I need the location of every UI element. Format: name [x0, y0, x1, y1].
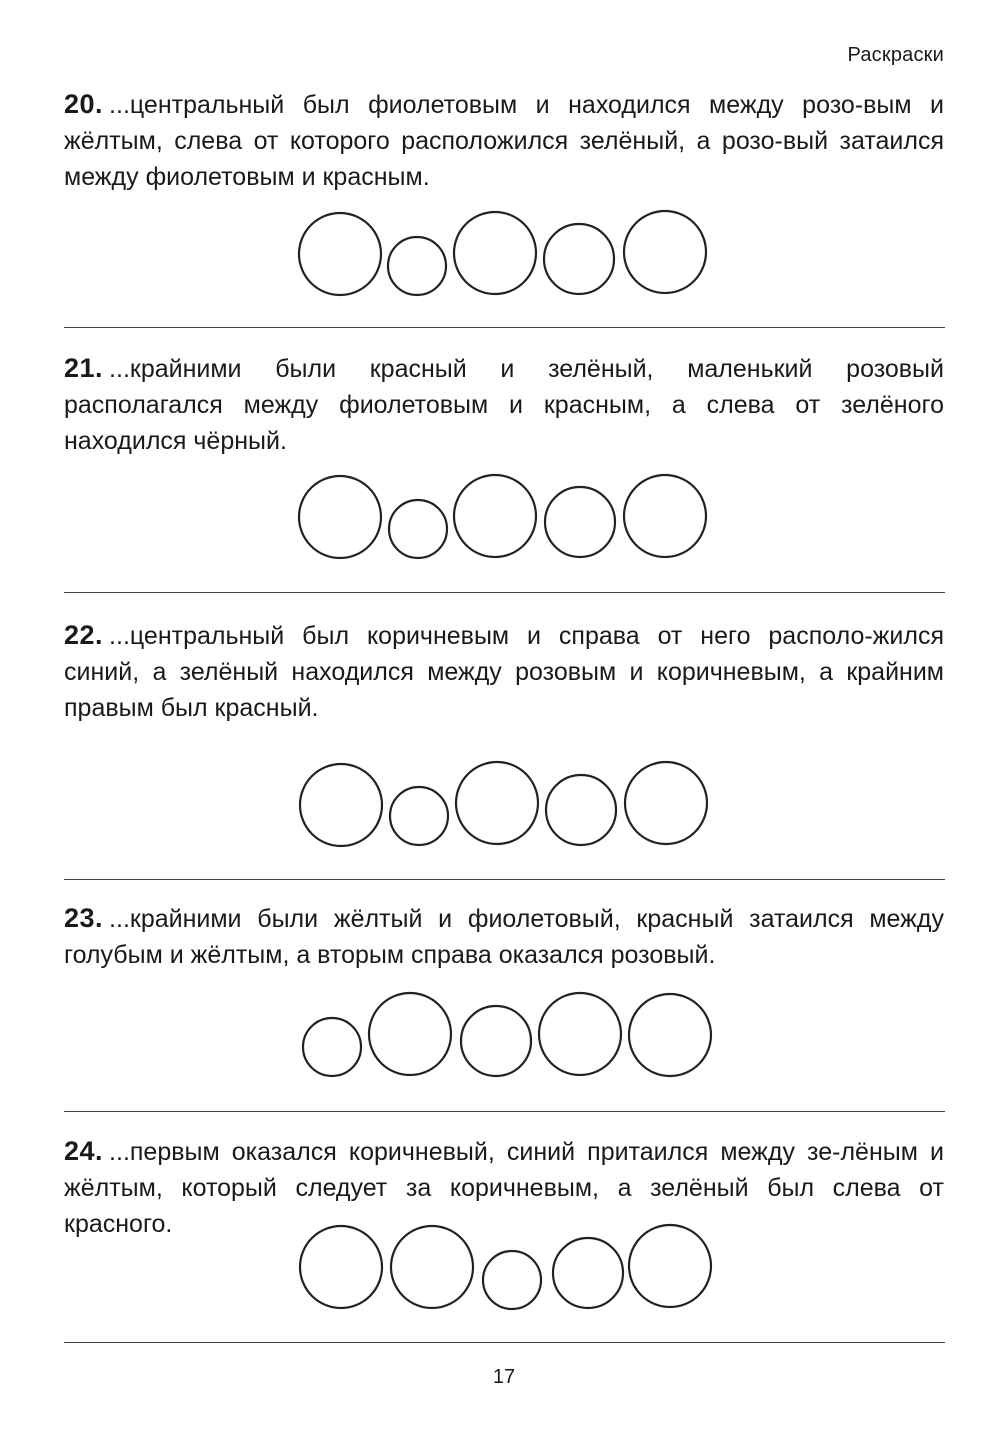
task-text: ...крайними были жёлтый и фиолетовый, красный затаился между голубым и жёлтым, а вторым справа оказался розовый. [64, 905, 944, 969]
circle-blank[interactable] [300, 764, 382, 846]
circle-blank[interactable] [369, 993, 451, 1075]
circle-blank[interactable] [625, 762, 707, 844]
circle-blank[interactable] [546, 775, 616, 845]
task-number: 21. [64, 353, 104, 383]
circle-blank[interactable] [544, 224, 614, 294]
task-text: ...крайними были красный и зелёный, маленький розовый располагался между фиолетовым и красным, а слева от зелёного находился чёрный. [64, 355, 944, 455]
task-number: 23. [64, 903, 104, 933]
divider [64, 592, 945, 593]
page-number: 17 [492, 1366, 516, 1388]
task-text: ...центральный был фиолетовым и находился между розо-вым и жёлтым, слева от которого расположился зелёный, а розо-вый затаился между фиолетовым и красным. [64, 91, 944, 191]
task-number: 24. [64, 1136, 104, 1166]
divider [64, 879, 945, 880]
circle-blank[interactable] [454, 475, 536, 557]
task-number: 22. [64, 620, 104, 650]
circle-blank[interactable] [629, 994, 711, 1076]
divider [64, 327, 945, 328]
task-number: 20. [64, 89, 104, 119]
circle-blank[interactable] [456, 762, 538, 844]
section-header: Раскраски [847, 44, 944, 66]
circle-blank[interactable] [545, 487, 615, 557]
circle-blank[interactable] [299, 213, 381, 295]
circle-blank[interactable] [624, 211, 706, 293]
task-text: ...первым оказался коричневый, синий притаился между зе-лёным и жёлтым, который следует за коричневым, а зелёный был слева от красного. [64, 1138, 944, 1238]
circle-blank[interactable] [390, 787, 448, 845]
task-22 [64, 617, 944, 726]
circle-blank[interactable] [483, 1251, 541, 1309]
task-text: ...центральный был коричневым и справа от него располо-жился синий, а зелёный находился между розовым и коричневым, а крайним правым был красный. [64, 622, 944, 722]
circle-blank[interactable] [553, 1238, 623, 1308]
circle-blank[interactable] [624, 475, 706, 557]
task-21 [64, 350, 944, 459]
task-24 [64, 1133, 944, 1242]
circle-blank[interactable] [461, 1006, 531, 1076]
circle-blank[interactable] [389, 500, 447, 558]
circle-blank[interactable] [539, 993, 621, 1075]
circle-blank[interactable] [388, 237, 446, 295]
task-23 [64, 900, 944, 973]
task-20 [64, 86, 944, 195]
divider [64, 1342, 945, 1343]
circle-blank[interactable] [454, 212, 536, 294]
circle-blank[interactable] [303, 1018, 361, 1076]
circle-blank[interactable] [299, 476, 381, 558]
divider [64, 1111, 945, 1112]
